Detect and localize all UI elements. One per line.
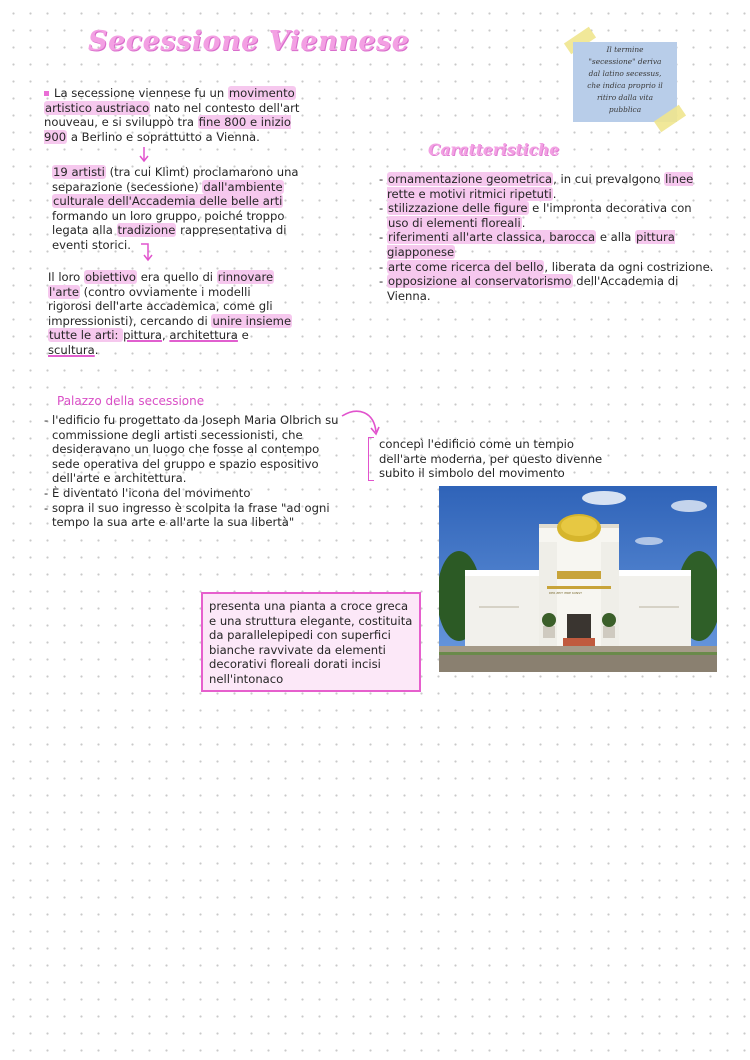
- list-item: - È diventato l'icona del movimento: [44, 486, 349, 501]
- arrow-hook-icon: [140, 241, 156, 263]
- text-run: legata alla: [52, 223, 117, 238]
- curved-arrow-icon: [340, 408, 380, 438]
- text-run: rappresentativa di: [176, 223, 287, 238]
- secession-building-photo: [439, 486, 717, 672]
- list-item: [379, 172, 714, 201]
- highlight: ornamentazione geometrica: [388, 172, 553, 186]
- text-run: La secessione viennese fu un: [54, 86, 228, 100]
- highlight: fine 800 e inizio 900: [44, 115, 291, 144]
- text-run: .: [94, 342, 99, 357]
- highlight: riferimenti all'arte classica, barocca: [388, 230, 596, 245]
- caratteristiche-heading: Caratteristiche: [428, 140, 560, 159]
- highlight: obiettivo: [84, 270, 137, 284]
- text-run: dell'Accademia di Vienna.: [387, 274, 679, 303]
- text-run: separazione (secessione): [52, 179, 203, 194]
- side-note-line: concepì l'edificio come un tempio: [379, 437, 574, 451]
- palazzo-heading: Palazzo della secessione: [57, 394, 205, 408]
- palazzo-list: [44, 413, 349, 530]
- list-item: [379, 274, 714, 303]
- highlight: l'arte: [49, 284, 79, 299]
- postit-line: pubblica: [608, 105, 642, 114]
- pianta-text: presenta una pianta a croce greca e una struttura elegante, costituita da parallelepipedi con superfici bianche ravvivate da elementi decorativi floreali dorati incisi nell'intonaco: [209, 599, 413, 686]
- bracket-decoration: [368, 437, 374, 481]
- highlight: movimento: [228, 86, 295, 100]
- underlined: scultura: [48, 342, 95, 357]
- text-run: (contro ovviamente i modelli: [79, 284, 251, 299]
- underlined: architettura: [169, 328, 238, 343]
- bullet-icon: [44, 91, 49, 96]
- highlight: 19 artisti: [53, 165, 105, 179]
- text-run: , in cui prevalgono: [553, 172, 665, 186]
- text-run: e l'impronta decorativa con: [528, 201, 692, 216]
- intro-paragraph: [44, 86, 314, 144]
- text-run: a Berlino e soprattutto a Vienna.: [67, 129, 260, 144]
- postit-line: ritiro dalla vita: [596, 93, 654, 102]
- highlight: opposizione al conservatorismo: [388, 274, 572, 289]
- text-run: e: [237, 328, 249, 343]
- text-run: ,: [161, 328, 170, 343]
- text-run: .: [521, 215, 526, 230]
- postit-line: dal latino secessus,: [588, 69, 662, 78]
- text-run: (tra cui Klimt) proclamarono una: [105, 165, 299, 179]
- list-item: - l'edificio fu progettato da Joseph Maria Olbrich su commissione degli artisti secessionisti, che desideravano un luogo che fosse al contempo sede operativa del gruppo e spazio espositivo dell'arte e architettura.: [44, 413, 349, 486]
- text-run: nato nel contesto dell'art nouveau, e si sviluppò tra: [44, 100, 300, 130]
- text-run: era quello di: [137, 270, 217, 284]
- pianta-box: [201, 592, 421, 692]
- text-run: impressionisti), cercando di: [48, 313, 212, 328]
- caratteristiche-list: [379, 172, 714, 303]
- highlight: artistico austriaco: [45, 100, 150, 115]
- highlight: tutte le arti:: [49, 328, 123, 343]
- highlight: arte come ricerca del bello: [388, 259, 544, 274]
- side-note-line: dell'arte moderna, per questo divenne: [379, 451, 603, 466]
- highlight: rinnovare: [217, 270, 274, 284]
- highlight: linee rette e motivi ritmici ripetuti: [387, 172, 694, 201]
- text-run: .: [552, 186, 557, 201]
- highlight: uso di elementi floreali: [388, 215, 521, 230]
- highlight: culturale dell'Accademia delle belle arti: [53, 194, 283, 209]
- text-run: eventi storici.: [52, 237, 131, 252]
- text-run: rigorosi dell'arte accademica, come gli: [48, 299, 273, 314]
- list-item: [379, 201, 714, 230]
- list-item: [379, 230, 714, 259]
- text-run: formando un loro gruppo, poiché troppo: [52, 208, 285, 223]
- side-note-line: subito il simbolo del movimento: [379, 466, 565, 481]
- list-item: [379, 260, 714, 275]
- highlight: pittura giapponese: [387, 230, 675, 259]
- highlight: tradizione: [117, 223, 176, 238]
- highlight: unire insieme: [212, 313, 292, 328]
- highlight: dall'ambiente: [203, 179, 283, 194]
- underlined: pittura: [123, 328, 162, 343]
- palazzo-side-note: [379, 437, 629, 481]
- arrow-down-icon: [138, 147, 150, 163]
- text-run: , liberata da ogni costrizione.: [544, 259, 714, 274]
- postit-line: Il termine: [606, 45, 644, 54]
- highlight: stilizzazione delle figure: [388, 201, 528, 216]
- postit-line: "secessione" deriva: [588, 57, 662, 66]
- objective-paragraph: [48, 270, 323, 358]
- secession-paragraph: [52, 165, 322, 253]
- text-run: e alla: [596, 230, 636, 245]
- page-title: Secessione Viennese: [88, 26, 410, 57]
- building-sign: DER ZEIT IHRE KUNST: [549, 591, 583, 595]
- list-item: - sopra il suo ingresso è scolpita la frase "ad ogni tempo la sua arte e all'arte la sua libertà": [44, 501, 349, 530]
- text-run: Il loro: [48, 270, 84, 284]
- postit-line: che indica proprio il: [587, 81, 663, 90]
- definition-postit: [573, 42, 677, 122]
